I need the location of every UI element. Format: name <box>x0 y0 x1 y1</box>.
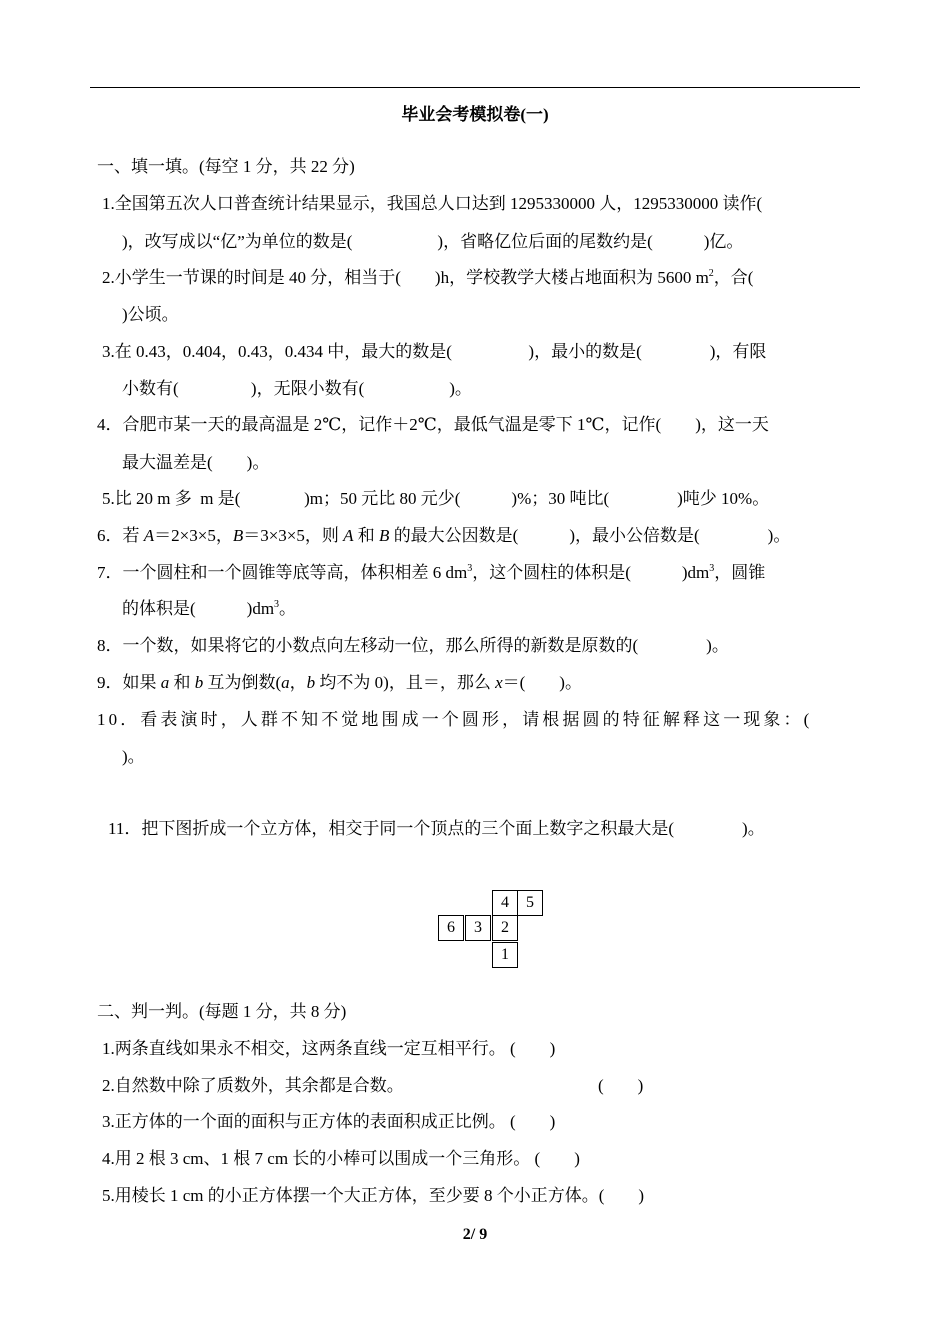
q7-line1c: ，圆锥 <box>714 563 766 582</box>
q9-var-x: x <box>495 673 503 692</box>
q7-line1b: ，这个圆柱的体积是( )dm <box>472 563 710 582</box>
net-face-3: 3 <box>465 915 491 941</box>
q7-line2a: 的体积是( )dm <box>122 599 275 618</box>
net-face-4: 4 <box>492 890 518 916</box>
section2-heading: 二、判一判。(每题 1 分，共 8 分) <box>97 1002 347 1021</box>
judge-item-1: 1.两条直线如果永不相交，这两条直线一定互相平行。 ( ) <box>102 1039 556 1058</box>
q9-var-a: a <box>160 673 170 692</box>
q9-part-d: ， <box>289 673 307 692</box>
q9-part-e: 均不为 0)，且＝，那么 <box>315 673 496 692</box>
judge-item-4: 4.用 2 根 3 cm、1 根 7 cm 长的小棒可以围成一个三角形。 ( ) <box>102 1149 580 1168</box>
q2-line1a: 2.小学生一节课的时间是 40 分，相当于( )h，学校教学大楼占地面积为 5600 m <box>102 268 709 287</box>
q7-line1 <box>97 562 765 584</box>
q11: 11．把下图折成一个立方体，相交于同一个顶点的三个面上数字之积最大是( )。 <box>108 819 765 838</box>
q10-line2: )。 <box>122 747 145 766</box>
q2-line1b: ，合( <box>713 268 754 287</box>
q9-var-b: b <box>194 673 204 692</box>
judge-item-5: 5.用棱长 1 cm 的小正方体摆一个大正方体，至少要 8 个小正方体。( ) <box>102 1186 645 1205</box>
q6-part-c: ＝3×3×5，则 <box>243 526 344 545</box>
q1-line1-text: 1.全国第五次人口普查统计结果显示，我国总人口达到 1295330000 人，1295330000 读作( <box>102 194 763 213</box>
q6-var-a2: A <box>343 526 354 545</box>
q6-var-b2: B <box>379 526 390 545</box>
header-rule <box>90 87 860 88</box>
q7-line2 <box>122 598 296 620</box>
q9-part-f: ＝( )。 <box>502 673 582 692</box>
q3-line1: 3.在 0.43，0.404，0.43，0.434 中，最大的数是( )，最小的数是( )，有限 <box>102 342 767 361</box>
judge-item-3: 3.正方体的一个面的面积与正方体的表面积成正比例。 ( ) <box>102 1112 556 1131</box>
q9-part-c: 互为倒数( <box>203 673 282 692</box>
q7-sup-3: 3 <box>274 599 280 610</box>
q7-sup-2: 3 <box>709 563 715 574</box>
q1-line1 <box>102 193 859 215</box>
net-face-1: 1 <box>492 942 518 968</box>
net-face-2: 2 <box>492 915 518 941</box>
q6-var-a: A <box>143 526 155 545</box>
q3-line2: 小数有( )，无限小数有( )。 <box>122 379 472 398</box>
q6-part-b: ＝2×3×5， <box>154 526 233 545</box>
q5: 5.比 20 m 多 m 是( )m；50 元比 80 元少( )%；30 吨比( )吨少 10%。 <box>102 489 770 508</box>
page-title: 毕业会考模拟卷(一) <box>401 105 549 124</box>
q2-line2: )公顷。 <box>122 305 179 324</box>
cube-net-figure <box>438 890 546 970</box>
q4-line2: 最大温差是( )。 <box>122 453 270 472</box>
q6-part-a: 6．若 <box>97 526 144 545</box>
q7-sup-1: 3 <box>467 563 473 574</box>
q6-part-e: 的最大公因数是( )，最小公倍数是( )。 <box>389 526 791 545</box>
judge-item-2: 2.自然数中除了质数外，其余都是合数。 <box>102 1076 404 1095</box>
q1-line2: )，改写成以“亿”为单位的数是( )，省略亿位后面的尾数约是( )亿。 <box>122 232 744 251</box>
q9 <box>97 672 582 694</box>
q4-line1: 4．合肥市某一天的最高温是 2℃，记作＋2℃，最低气温是零下 1℃，记作( )，这一天 <box>97 415 769 434</box>
q2-line1 <box>102 267 753 289</box>
net-face-5: 5 <box>517 890 543 916</box>
q9-part-b: 和 <box>169 673 195 692</box>
section1-heading: 一、填一填。(每空 1 分，共 22 分) <box>97 157 355 176</box>
q7-line1a: 7．一个圆柱和一个圆锥等底等高，体积相差 6 dm <box>97 563 468 582</box>
q7-line2b: 。 <box>279 599 297 618</box>
q2-m2-sup: 2 <box>708 268 714 279</box>
page-number: 2/ 9 <box>462 1226 488 1243</box>
q10-line1: 10．看表演时，人群不知不觉地围成一个圆形，请根据圆的特征解释这一现象：( <box>97 710 813 729</box>
q6 <box>97 525 790 547</box>
judge-item-2-paren: ( ) <box>598 1076 644 1095</box>
q8: 8．一个数，如果将它的小数点向左移动一位，那么所得的新数是原数的( )。 <box>97 636 729 655</box>
q9-var-a2: a <box>281 673 290 692</box>
net-face-6: 6 <box>438 915 464 941</box>
q9-part-a: 9．如果 <box>97 673 161 692</box>
q9-var-b2: b <box>306 673 316 692</box>
q6-part-d: 和 <box>353 526 380 545</box>
q6-var-b: B <box>232 526 244 545</box>
